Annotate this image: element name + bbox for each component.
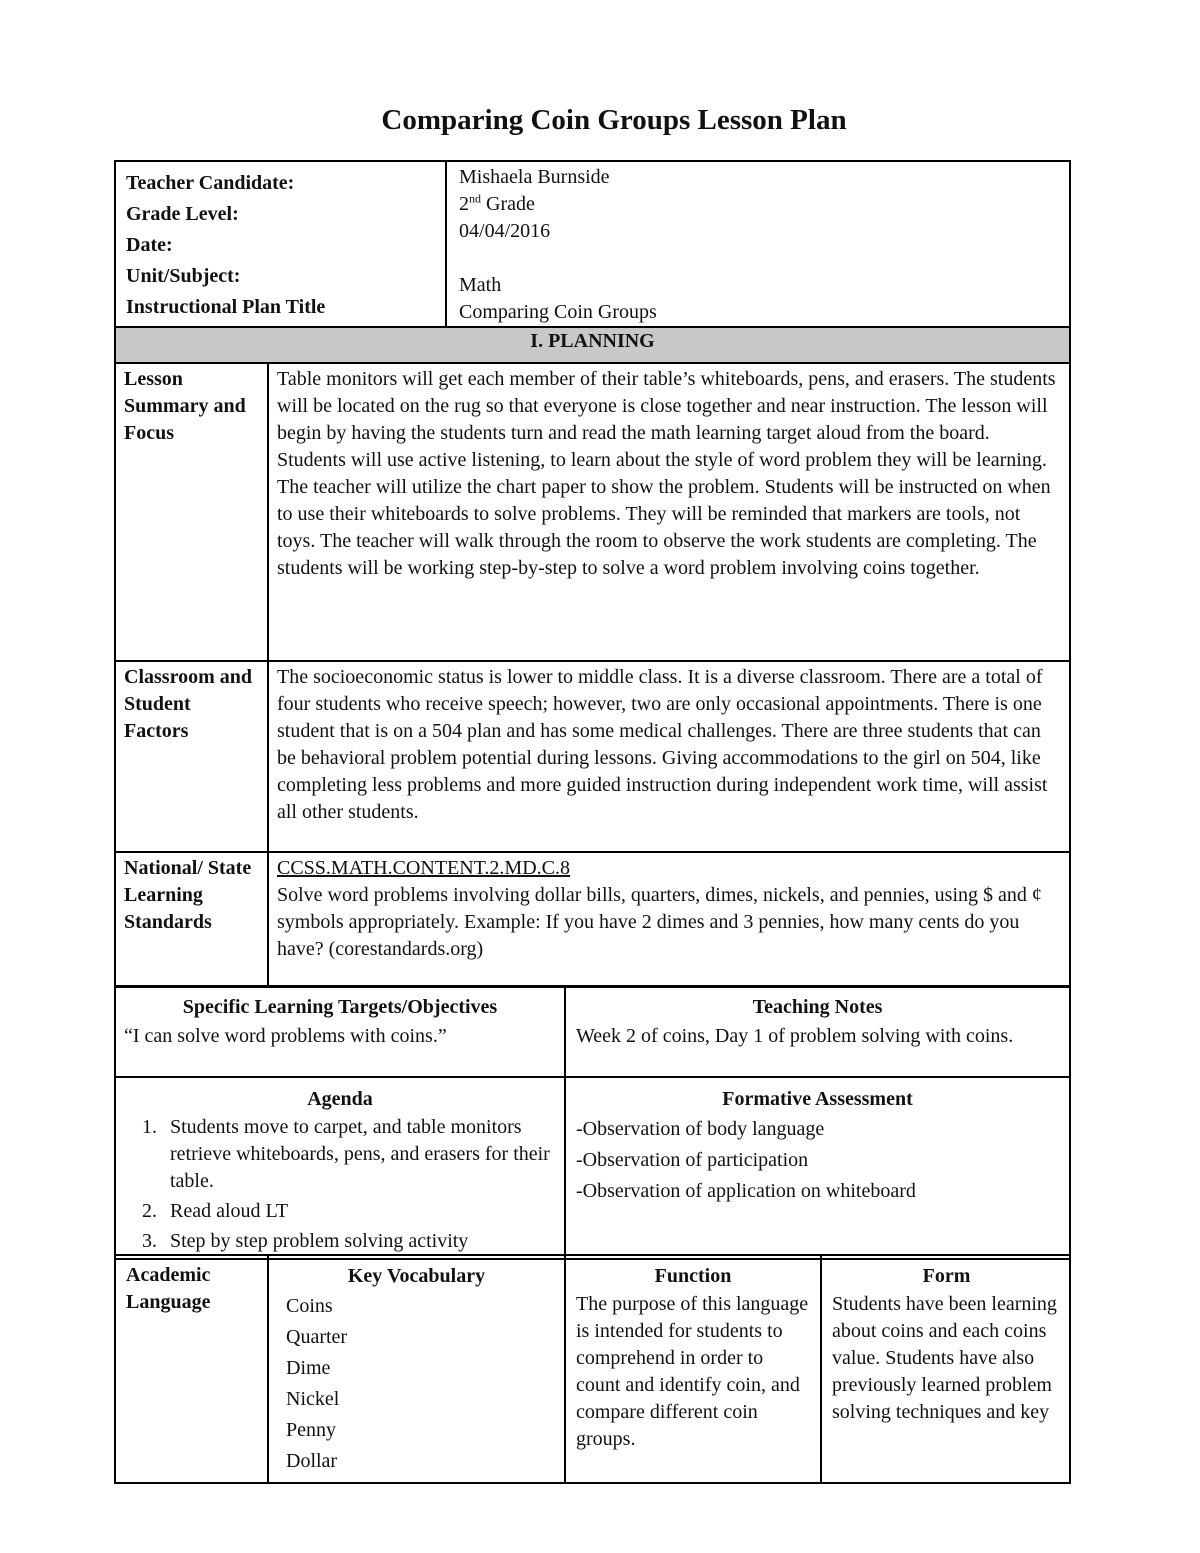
header-labels-cell — [115, 161, 446, 327]
summary-text: Table monitors will get each member of their table’s whiteboards, pens, and erasers. The students will be located on the rug so that everyone is close together and near instruction. The lesson will begin by having the students turn and read the math learning target aloud from the board. Students will use active listening, to learn about the style of word problem they will be learning. The teacher will utilize the chart paper to show the problem. Students will be instructed on when to use their whiteboards to solve problems. They will be reminded that markers are tools, not toys. The teacher will walk through the room to observe the work students are completing. The students will be working step-by-step to solve a word problem involving coins together. — [268, 363, 1070, 661]
vocab-cell — [268, 1255, 565, 1483]
agenda-item: 3. Step by step problem solving activity — [162, 1228, 556, 1255]
summary-label: Lesson Summary and Focus — [115, 363, 268, 661]
agenda-cell — [115, 1077, 565, 1259]
objectives-table — [114, 985, 1071, 1260]
teacher-name: Mishaela Burnside — [459, 166, 610, 188]
standards-text: Solve word problems involving dollar bills, quarters, dimes, nickels, and pennies, using $ and ¢ symbols appropriately. Example: If you have 2 dimes and 3 pennies, how many cents do you have? (corestandards.org) — [277, 884, 1042, 960]
standards-label: National/ State Learning Standards — [115, 852, 268, 987]
assessment-heading: Formative Assessment — [722, 1088, 913, 1110]
vocab-item: Quarter — [286, 1326, 348, 1348]
agenda-item: 1. Students move to carpet, and table monitors retrieve whiteboards, pens, and erasers for their table. — [162, 1114, 556, 1195]
standards-link[interactable]: CCSS.MATH.CONTENT.2.MD.C.8 — [277, 857, 570, 879]
academic-label: Academic Language — [115, 1255, 268, 1483]
planning-heading: I. PLANNING — [115, 327, 1070, 363]
assessment-item: -Observation of application on whiteboard — [576, 1180, 916, 1202]
function-text: The purpose of this language is intended for students to comprehend in order to count and identify coin, and compare different coin groups. — [576, 1293, 809, 1450]
objectives-heading: Specific Learning Targets/Objectives — [182, 996, 498, 1018]
vocab-list — [277, 1291, 556, 1477]
assessment-item: -Observation of participation — [576, 1149, 809, 1171]
agenda-heading: Agenda — [307, 1088, 373, 1110]
subject-value: Math — [459, 274, 502, 296]
objectives-text: “I can solve word problems with coins.” — [124, 1025, 447, 1047]
label-teacher: Teacher Candidate: — [126, 172, 295, 194]
vocab-item: Dollar — [286, 1450, 338, 1472]
standards-cell — [268, 852, 1070, 987]
plan-title-value: Comparing Coin Groups — [459, 301, 657, 323]
notes-cell — [565, 986, 1070, 1077]
factors-label: Classroom and Student Factors — [115, 661, 268, 852]
vocab-item: Dime — [286, 1357, 331, 1379]
vocab-heading: Key Vocabulary — [347, 1265, 486, 1287]
form-heading: Form — [922, 1265, 971, 1287]
lesson-date: 04/04/2016 — [459, 220, 551, 242]
agenda-list — [124, 1114, 556, 1255]
label-grade: Grade Level: — [126, 203, 239, 225]
page-title: Comparing Coin Groups Lesson Plan — [381, 104, 847, 136]
factors-text: The socioeconomic status is lower to middle class. It is a diverse classroom. There are a total of four students who receive speech; however, two are only occasional appointments. There is one student that is on a 504 plan and has some medical challenges. There are three students that can be behavioral problem potential during lessons. Giving accommodations to the girl on 504, like completing less problems and more guided instruction during independent work time, will assist all other students. — [268, 661, 1070, 852]
label-date: Date: — [126, 234, 173, 256]
function-heading: Function — [654, 1265, 732, 1287]
header-values-cell — [446, 161, 1070, 327]
planning-table — [114, 160, 1071, 988]
agenda-item: 2. Read aloud LT — [162, 1198, 556, 1225]
notes-text: Week 2 of coins, Day 1 of problem solving with coins. — [576, 1025, 1014, 1047]
label-subject: Unit/Subject: — [126, 265, 241, 287]
form-cell — [821, 1255, 1070, 1483]
notes-heading: Teaching Notes — [752, 996, 883, 1018]
vocab-item: Nickel — [286, 1388, 340, 1410]
objectives-cell — [115, 986, 565, 1077]
function-cell — [565, 1255, 821, 1483]
assessment-cell — [565, 1077, 1070, 1259]
form-text: Students have been learning about coins and each coins value. Students have also previously learned problem solving techniques and key — [832, 1293, 1057, 1423]
vocab-item: Coins — [286, 1295, 333, 1317]
assessment-item: -Observation of body language — [576, 1118, 825, 1140]
academic-language-table — [114, 1254, 1071, 1484]
grade-level: 2nd Grade — [459, 191, 535, 215]
vocab-item: Penny — [286, 1419, 336, 1441]
label-plan-title: Instructional Plan Title — [126, 296, 326, 318]
assessment-list — [576, 1114, 1059, 1207]
